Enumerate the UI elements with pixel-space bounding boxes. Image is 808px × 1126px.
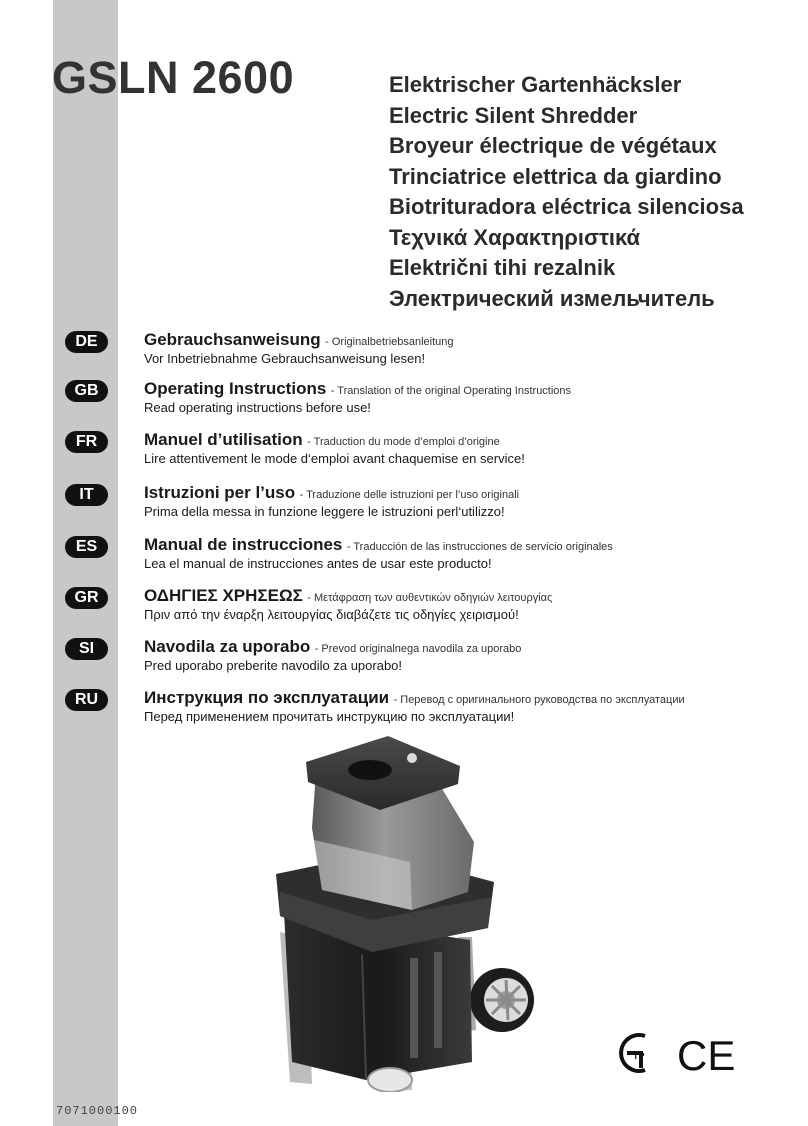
language-subtitle: - Prevod originalnega navodila za uporabo (314, 643, 522, 655)
language-title: Gebrauchsanweisung (144, 330, 321, 349)
language-note: Πριν από την έναρξη λειτουργίας διαβάζετε τις οδηγίες χειρισμού! (144, 607, 519, 622)
language-title: Navodila za uporabo (144, 637, 311, 656)
language-subtitle: - Originalbetriebsanleitung (325, 336, 454, 348)
language-badge: ES (65, 536, 108, 558)
ce-mark: CE (677, 1032, 736, 1078)
language-note: Prima della messa in funzione leggere le istruzioni perl‘utilizzo! (144, 504, 505, 519)
language-subtitle: - Translation of the original Operating Instructions (330, 385, 572, 397)
product-title-ru: Электрический измельчитель (389, 285, 715, 311)
language-entry-de (0, 330, 808, 374)
product-title-es: Biotrituradora eléctrica silenciosa (389, 194, 744, 219)
language-title: Инструкция по эксплуатации (144, 688, 390, 707)
shredder-product-image (262, 732, 542, 1092)
product-title-gb: Electric Silent Shredder (389, 102, 638, 128)
language-subtitle: - Traduzione delle istruzioni per l’uso originali (299, 489, 520, 501)
product-title-si: Električni tihi rezalnik (389, 255, 616, 280)
language-subtitle: - Traducción de las instrucciones de servicio originales (346, 541, 613, 553)
certification-marks (605, 1028, 745, 1078)
language-subtitle: - Перевод с оригинального руководства по эксплуатации (393, 694, 685, 706)
language-badge: FR (65, 431, 108, 453)
product-title-list (389, 70, 744, 314)
language-badge: GR (65, 587, 108, 609)
language-title: ΟΔΗΓΙΕΣ ΧΡΗΣΕΩΣ (144, 586, 303, 605)
language-entry-si (0, 637, 808, 681)
language-title: Manuel d’utilisation (144, 430, 303, 449)
product-title-de: Elektrischer Gartenhäcksler (389, 72, 682, 97)
language-entry-fr (0, 430, 808, 474)
language-entry-it (0, 483, 808, 527)
language-subtitle: - Traduction du mode d’emploi d’origine (307, 436, 500, 448)
gost-mark-text: ТР (633, 1051, 645, 1061)
language-note: Pred uporabo preberite navodilo za uporabo! (144, 658, 403, 673)
language-title: Istruzioni per l’uso (144, 483, 296, 502)
language-entry-es (0, 535, 808, 579)
language-badge: RU (65, 689, 108, 711)
language-note: Read operating instructions before use! (144, 400, 371, 415)
model-name: GSLN 2600 (52, 52, 295, 103)
language-entry-gb (0, 379, 808, 423)
language-note: Перед применением прочитать инструкцию по эксплуатации! (144, 709, 515, 724)
language-title: Operating Instructions (144, 379, 327, 398)
language-note: Lire attentivement le mode d‘emploi avant chaquemise en service! (144, 451, 525, 466)
language-note: Lea el manual de instrucciones antes de usar este producto! (144, 556, 492, 571)
language-subtitle: - Μετάφραση των αυθεντικών οδηγιών λειτουργίας (307, 592, 553, 604)
product-title-fr: Broyeur électrique de végétaux (389, 133, 717, 158)
barcode-number: 7071000100 (56, 1104, 139, 1118)
language-badge: GB (65, 380, 108, 402)
product-title-it: Trinciatrice elettrica da giardino (389, 163, 722, 189)
language-entry-ru (0, 688, 808, 732)
language-badge: IT (65, 484, 108, 506)
language-badge: DE (65, 331, 108, 353)
eac-gost-mark (621, 1035, 645, 1071)
product-title-gr: Τεχνικά Χαρακτηριστικά (389, 224, 641, 250)
language-title: Manual de instrucciones (144, 535, 343, 554)
language-note: Vor Inbetriebnahme Gebrauchsanweisung lesen! (144, 351, 426, 366)
language-entry-gr (0, 586, 808, 630)
language-badge: SI (65, 638, 108, 660)
